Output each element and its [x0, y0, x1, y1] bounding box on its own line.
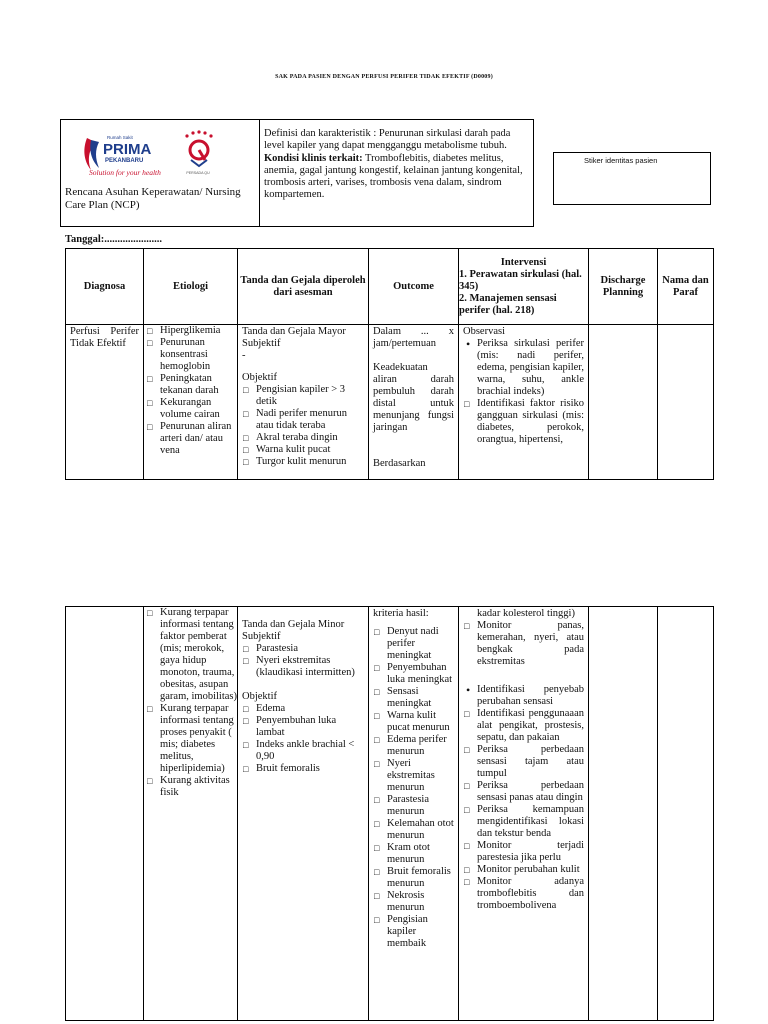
- list-item: □ Identifikasi penggunaaan alat pengikat, prostesis, sepatu, dan pakaian: [463, 708, 584, 744]
- rencana-text: Rencana Asuhan Keperawatan/ Nursing Care Plan (NCP): [65, 186, 241, 211]
- intervensi-list-a: [463, 620, 584, 668]
- list-item: □ Edema perifer menurun: [373, 734, 454, 758]
- nama-cell[interactable]: [658, 607, 714, 1021]
- etiologi-list: [144, 325, 237, 457]
- tanda-mayor-list: [242, 384, 364, 468]
- logo-brand-text: PRIMA: [103, 141, 152, 158]
- intervensi-list-b: [463, 708, 584, 912]
- ncp-table-page1: [65, 248, 714, 480]
- list-item: □ Pengisian kapiler membaik: [373, 914, 454, 950]
- nama-cell[interactable]: [658, 325, 714, 480]
- list-item: □ Periksa kemampuan mengidentifikasi lokasi dan tekstur benda: [463, 804, 584, 840]
- list-item: □ Kurang aktivitas fisik: [146, 775, 237, 799]
- tanda-minor-title: Tanda dan Gejala Minor: [242, 619, 345, 630]
- list-item: □ Edema: [242, 703, 364, 715]
- intervensi-title: Intervensi: [500, 256, 547, 268]
- intervensi-continued: kadar kolesterol tinggi): [477, 608, 575, 619]
- outcome-berdasarkan: Berdasarkan: [373, 458, 426, 469]
- tanda-subjektif: Subjektif: [242, 631, 281, 642]
- list-item: □ Parastesia: [242, 643, 364, 655]
- outcome-time: Dalam ... x jam/pertemuan: [373, 326, 454, 349]
- list-item: □ Penurunan aliran arteri dan/ atau vena: [146, 421, 237, 457]
- tanda-dash: -: [242, 350, 246, 361]
- list-item: □ Kurang terpapar informasi tentang proses penyakit ( mis; diabetes melitus, hiperlipidemia): [146, 703, 237, 775]
- discharge-cell[interactable]: [589, 607, 658, 1021]
- list-item: □ Sensasi meningkat: [373, 686, 454, 710]
- logo-small-text: Rumah Sakit: [107, 135, 133, 140]
- list-item: □ Akral teraba dingin: [242, 432, 364, 444]
- list-item: □ Penyembuhan luka meningkat: [373, 662, 454, 686]
- list-item: □ Nyeri ekstremitas (klaudikasi intermitten): [242, 655, 364, 679]
- outcome-list: [373, 626, 454, 950]
- list-item: □ Hiperglikemia: [146, 325, 237, 337]
- list-item: □ Bruit femoralis menurun: [373, 866, 454, 890]
- list-item: □ Bruit femoralis: [242, 763, 364, 775]
- stiker-box: [553, 152, 711, 205]
- list-item: □ Monitor adanya tromboflebitis dan tromboembolivena: [463, 876, 584, 912]
- intervensi-1: 1. Perawatan sirkulasi (hal. 345): [459, 268, 582, 292]
- list-item: □ Kekurangan volume cairan: [146, 397, 237, 421]
- etiologi-list: [144, 607, 237, 799]
- tanda-subj-list: [242, 643, 364, 679]
- header-logo-cell: [61, 120, 260, 226]
- col-intervensi: [459, 249, 589, 325]
- list-item: □ Turgor kulit menurun: [242, 456, 364, 468]
- list-item: □ Nyeri ekstremitas menurun: [373, 758, 454, 794]
- list-item: □ Indeks ankle brachial < 0,90: [242, 739, 364, 763]
- list-item: □ Peningkatan tekanan darah: [146, 373, 237, 397]
- definisi-label: Definisi dan karakteristik :: [264, 128, 377, 139]
- list-item: □ Nekrosis menurun: [373, 890, 454, 914]
- outcome-kriteria: kriteria hasil:: [373, 608, 429, 619]
- list-item: □ Kram otot menurun: [373, 842, 454, 866]
- col-tanda: Tanda dan Gejala diperoleh dari asesman: [238, 249, 369, 325]
- list-item: □ Kelemahan otot menurun: [373, 818, 454, 842]
- kondisi-text: Tromboflebitis, diabetes melitus, anemia, gagal jantung kongestif, kelainan jantung kongenital, trombosis arteri, varises, trombosis vena dalam, sindrom kompartemen.: [264, 152, 523, 201]
- col-outcome: Outcome: [369, 249, 459, 325]
- document-title: SAK PADA PASIEN DENGAN PERFUSI PERIFER TIDAK EFEKTIF (D0009): [275, 74, 493, 80]
- table-header-row: [66, 249, 714, 325]
- header-box: [60, 119, 534, 227]
- kondisi-label: Kondisi klinis terkait:: [264, 152, 363, 164]
- logo-city-text: PEKANBARU: [105, 158, 144, 164]
- intervensi-list-2: [463, 398, 584, 446]
- definisi-text: Penurunan sirkulasi darah pada level kapiler yang dapat mengganggu metabolisme tubuh.: [264, 128, 511, 152]
- list-item: □ Warna kulit pucat menurun: [373, 710, 454, 734]
- tanda-objektif: Objektif: [242, 691, 277, 702]
- diagnosa-cell: [66, 607, 144, 1021]
- col-nama: Nama dan Paraf: [658, 249, 714, 325]
- list-item: □ Monitor panas, kemerahan, nyeri, atau bengkak pada ekstremitas: [463, 620, 584, 668]
- list-item: □ Penyembuhan luka lambat: [242, 715, 364, 739]
- ncp-table-page2: [65, 606, 714, 1021]
- list-item: □ Monitor terjadi parestesia jika perlu: [463, 840, 584, 864]
- logo-tagline: Solution for your health: [89, 168, 161, 177]
- header-definition-cell: [260, 120, 533, 226]
- tanda-mayor-title: Tanda dan Gejala Mayor: [242, 326, 346, 337]
- list-item: □ Denyut nadi perifer meningkat: [373, 626, 454, 662]
- seal-logo: [179, 130, 217, 176]
- tanda-objektif: Objektif: [242, 372, 277, 383]
- col-etiologi: Etiologi: [144, 249, 238, 325]
- list-item: • Periksa sirkulasi perifer (mis: nadi perifer, edema, pengisian kapiler, warna, suhu, ankle brachial indeks): [463, 338, 584, 398]
- list-item: □ Kurang terpapar informasi tentang faktor pemberat (mis; merokok, gaya hidup monoton, trauma, obesitas, asupan garam, imobilitas): [146, 607, 237, 703]
- list-item: □ Pengisian kapiler > 3 detik: [242, 384, 364, 408]
- list-item: • Identifikasi penyebab perubahan sensasi: [463, 684, 584, 708]
- diagnosa-text: Perfusi Perifer Tidak Efektif: [70, 326, 139, 349]
- tanda-obj-list: [242, 703, 364, 775]
- discharge-cell[interactable]: [589, 325, 658, 480]
- list-item: □ Penurunan konsentrasi hemoglobin: [146, 337, 237, 373]
- list-item: □ Parastesia menurun: [373, 794, 454, 818]
- list-item: □ Periksa perbedaan sensasi panas atau dingin: [463, 780, 584, 804]
- list-item: □ Identifikasi faktor risiko gangguan sirkulasi (mis: diabetes, perokok, orangtua, hipertensi,: [463, 398, 584, 446]
- intervensi-list: [463, 338, 584, 398]
- intervensi-observasi: Observasi: [463, 326, 505, 337]
- intervensi-2: 2. Manajemen sensasi perifer (hal. 218): [459, 292, 557, 316]
- seal-text: PERSADA QU: [186, 171, 210, 175]
- list-item: □ Periksa perbedaan sensasi tajam atau tumpul: [463, 744, 584, 780]
- table-row: [66, 607, 714, 1021]
- prima-logo: [81, 130, 177, 180]
- list-item: □ Monitor perubahan kulit: [463, 864, 584, 876]
- col-discharge: Discharge Planning: [589, 249, 658, 325]
- list-item: □ Warna kulit pucat: [242, 444, 364, 456]
- intervensi-bullet-list: [463, 684, 584, 708]
- outcome-desc: Keadekuatan aliran darah pembuluh darah distal untuk menunjang fungsi jaringan: [373, 362, 454, 433]
- tanda-subjektif: Subjektif: [242, 338, 281, 349]
- col-diagnosa: Diagnosa: [66, 249, 144, 325]
- list-item: □ Nadi perifer menurun atau tidak teraba: [242, 408, 364, 432]
- table-row: [66, 325, 714, 480]
- stiker-label: Stiker identitas pasien: [584, 156, 658, 165]
- tanggal-label: Tanggal:......................: [65, 234, 163, 245]
